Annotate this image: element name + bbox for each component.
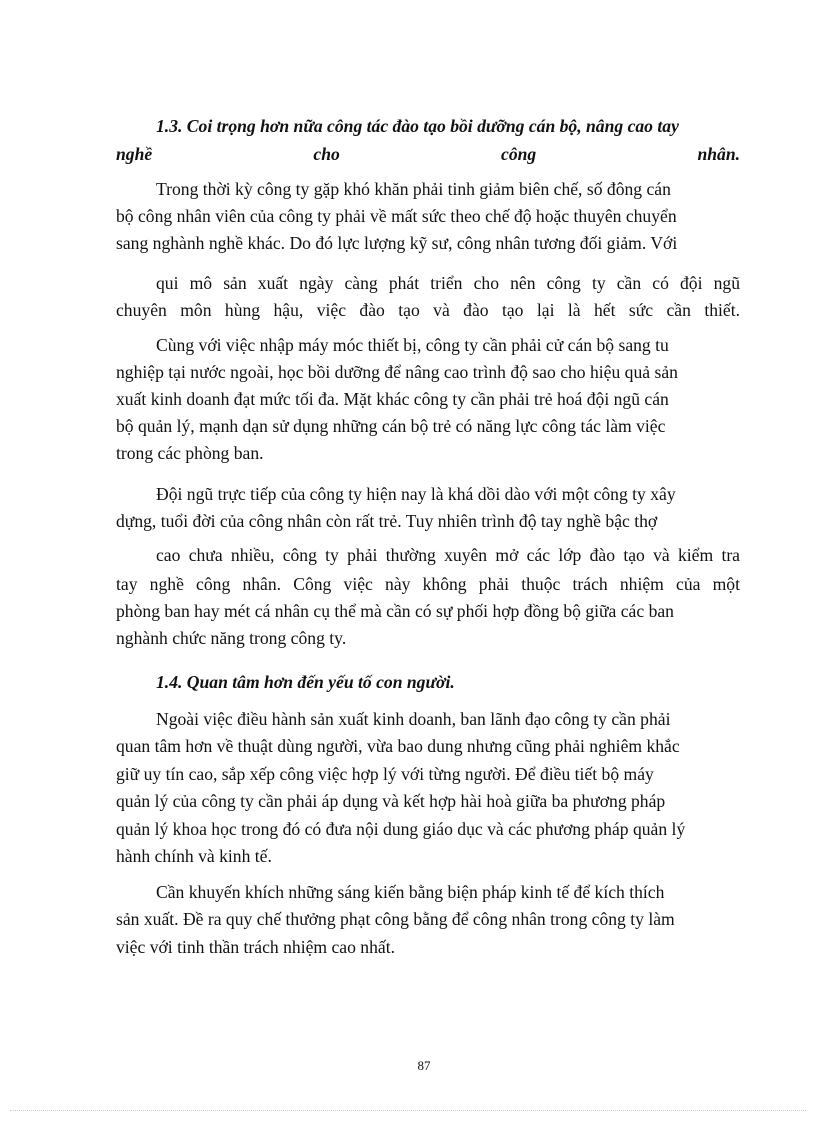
paragraph-line: quản lý khoa học trong đó có đưa nội dung giáo dục và các phương pháp quản lý bbox=[116, 819, 686, 839]
paragraph-line: cao chưa nhiều, công ty phải thường xuyên mở các lớp đào tạo và kiểm tra bbox=[156, 545, 740, 565]
paragraph-line: nghành chức năng trong công ty. bbox=[116, 628, 347, 648]
paragraph-line: trong các phòng ban. bbox=[116, 443, 264, 463]
section-heading-1-4: 1.4. Quan tâm hơn đến yếu tố con người. bbox=[156, 672, 455, 692]
paragraph-line: chuyên môn hùng hậu, việc đào tạo và đào tạo lại là hết sức cần thiết. bbox=[116, 300, 740, 320]
paragraph-line: giữ uy tín cao, sắp xếp công việc hợp lý với từng người. Để điều tiết bộ máy bbox=[116, 764, 654, 784]
paragraph-line: Ngoài việc điều hành sản xuất kinh doanh, ban lãnh đạo công ty cần phải bbox=[156, 709, 671, 729]
paragraph-line: Cùng với việc nhập máy móc thiết bị, công ty cần phải cử cán bộ sang tu bbox=[156, 335, 669, 355]
paragraph-line: Đội ngũ trực tiếp của công ty hiện nay là khá dồi dào với một công ty xây bbox=[156, 484, 676, 504]
paragraph-line: nghiệp tại nước ngoài, học bồi dưỡng để nâng cao trình độ sao cho hiệu quả sản bbox=[116, 362, 678, 382]
paragraph-line: phòng ban hay mét cá nhân cụ thể mà cần có sự phối hợp đồng bộ giữa các ban bbox=[116, 601, 674, 621]
paragraph-line: qui mô sản xuất ngày càng phát triển cho nên công ty cần có đội ngũ bbox=[156, 273, 740, 293]
paragraph-line: việc với tinh thần trách nhiệm cao nhất. bbox=[116, 937, 395, 957]
paragraph-line: hành chính và kinh tế. bbox=[116, 846, 272, 866]
paragraph-line: Cần khuyến khích những sáng kiến bằng biện pháp kinh tế để kích thích bbox=[156, 882, 665, 902]
paragraph-line: sản xuất. Đề ra quy chế thưởng phạt công bằng để công nhân trong công ty làm bbox=[116, 909, 675, 929]
paragraph-line: dựng, tuổi đời của công nhân còn rất trẻ. Tuy nhiên trình độ tay nghề bậc thợ bbox=[116, 511, 658, 531]
section-heading-1-3: 1.3. Coi trọng hơn nữa công tác đào tạo bồi dưỡng cán bộ, nâng cao tay bbox=[156, 116, 679, 136]
paragraph-line: sang nghành nghề khác. Do đó lực lượng kỹ sư, công nhân tương đối giảm. Với bbox=[116, 233, 678, 253]
section-heading-1-3-continued: nghề cho công nhân. bbox=[116, 144, 740, 164]
paragraph-line: bộ quản lý, mạnh dạn sử dụng những cán bộ trẻ có năng lực công tác làm việc bbox=[116, 416, 666, 436]
paragraph-line: bộ công nhân viên của công ty phải về mất sức theo chế độ hoặc thuyên chuyển bbox=[116, 206, 677, 226]
page-bottom-divider bbox=[10, 1110, 806, 1111]
paragraph-line: quản lý của công ty cần phải áp dụng và kết hợp hài hoà giữa ba phương pháp bbox=[116, 791, 666, 811]
page-number: 87 bbox=[417, 1058, 431, 1073]
paragraph-line: Trong thời kỳ công ty gặp khó khăn phải tinh giảm biên chế, số đông cán bbox=[156, 179, 671, 199]
paragraph-line: quan tâm hơn về thuật dùng người, vừa bao dung nhưng cũng phải nghiêm khắc bbox=[116, 736, 680, 756]
paragraph-line: xuất kinh doanh đạt mức tối đa. Mặt khác công ty cần phải trẻ hoá đội ngũ cán bbox=[116, 389, 669, 409]
paragraph-line: tay nghề công nhân. Công việc này không phải thuộc trách nhiệm của một bbox=[116, 574, 740, 594]
